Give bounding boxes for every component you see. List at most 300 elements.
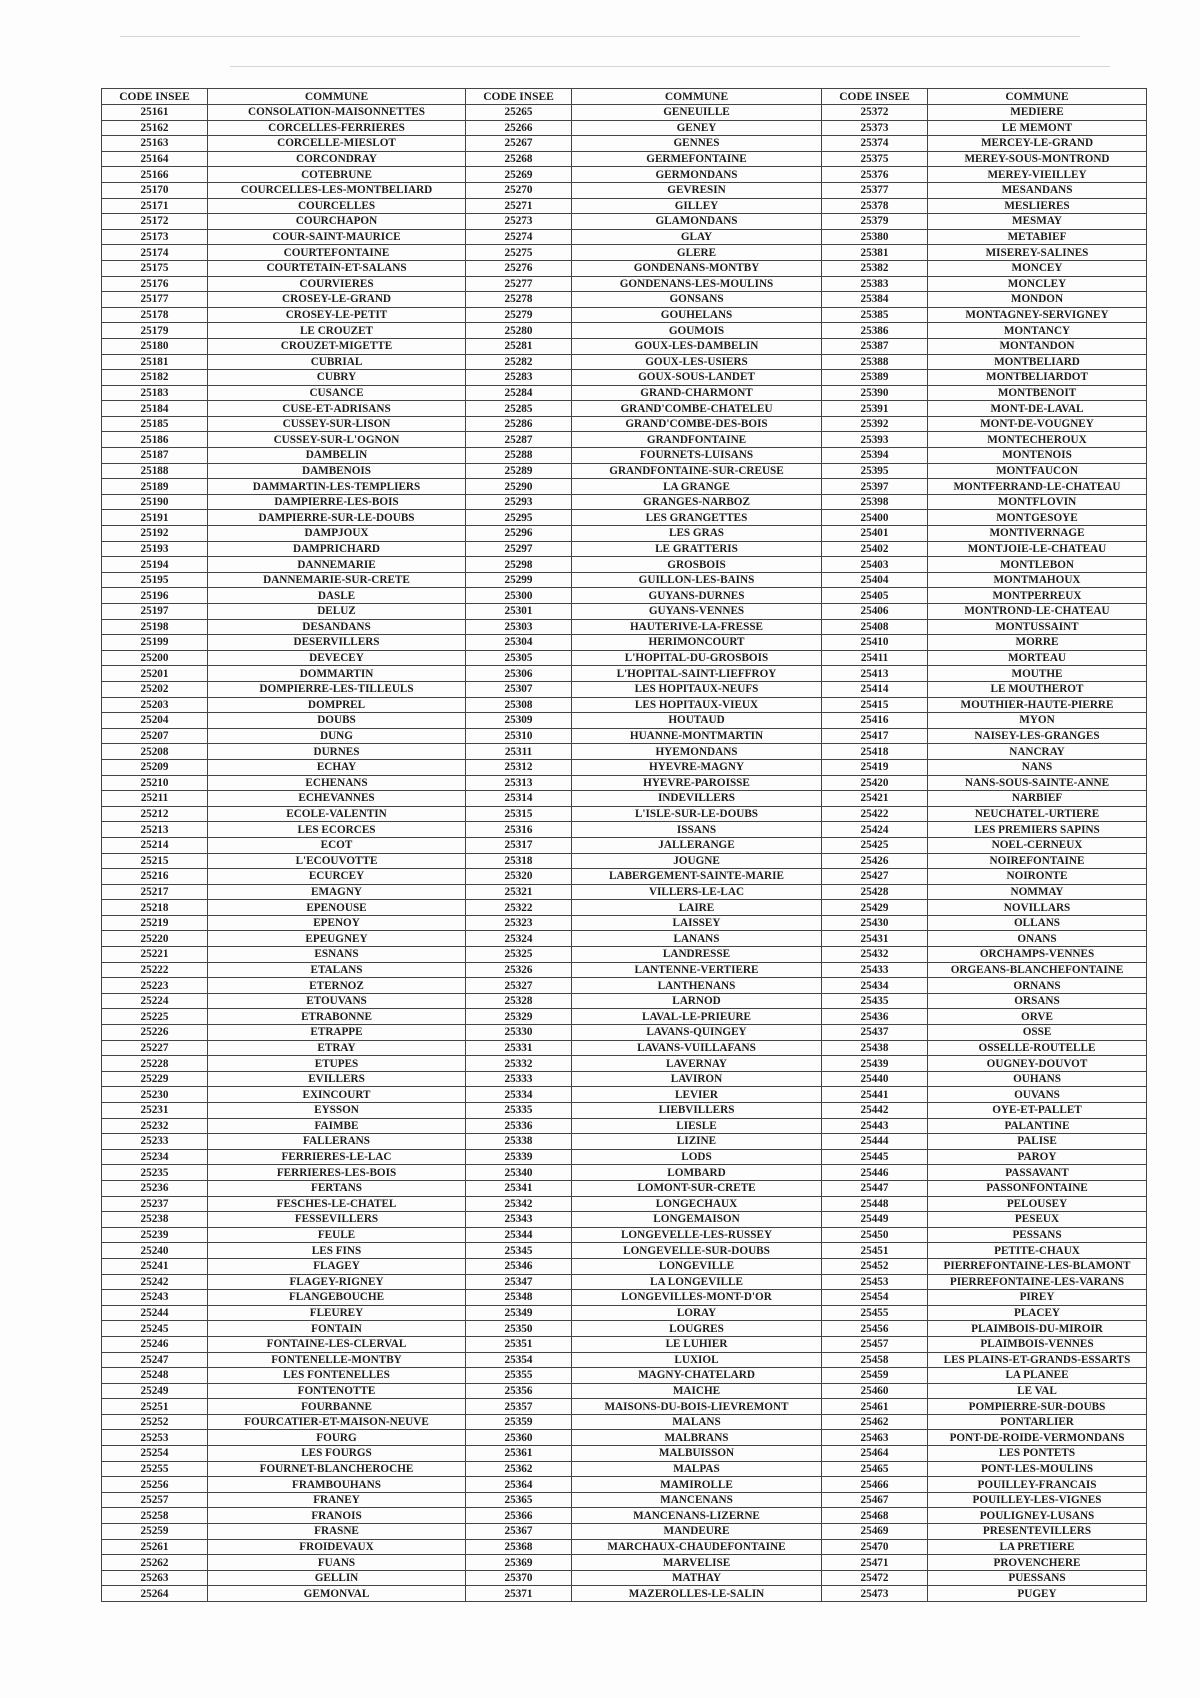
code-insee-cell: 25465 xyxy=(822,1461,928,1477)
code-insee-cell: 25247 xyxy=(102,1352,208,1368)
header-code-insee: CODE INSEE xyxy=(466,89,572,105)
table-row xyxy=(102,915,1147,931)
scan-artifact-line xyxy=(230,66,1110,67)
code-insee-cell: 25365 xyxy=(466,1492,572,1508)
commune-cell: CROUZET-MIGETTE xyxy=(208,338,466,354)
code-insee-cell: 25184 xyxy=(102,401,208,417)
code-insee-cell: 25281 xyxy=(466,338,572,354)
code-insee-cell: 25344 xyxy=(466,1227,572,1243)
commune-cell: LABERGEMENT-SAINTE-MARIE xyxy=(572,869,822,885)
code-insee-cell: 25446 xyxy=(822,1165,928,1181)
commune-cell: MONTBELIARD xyxy=(928,354,1147,370)
code-insee-cell: 25373 xyxy=(822,120,928,136)
table-row xyxy=(102,744,1147,760)
commune-cell: DOMPIERRE-LES-TILLEULS xyxy=(208,681,466,697)
commune-cell: MANCENANS xyxy=(572,1492,822,1508)
commune-cell: FESSEVILLERS xyxy=(208,1212,466,1228)
commune-cell: DEVECEY xyxy=(208,650,466,666)
commune-cell: MAISONS-DU-BOIS-LIEVREMONT xyxy=(572,1399,822,1415)
table-row xyxy=(102,697,1147,713)
table-row xyxy=(102,416,1147,432)
code-insee-cell: 25431 xyxy=(822,931,928,947)
code-insee-cell: 25162 xyxy=(102,120,208,136)
commune-cell: MONTFAUCON xyxy=(928,463,1147,479)
commune-cell: GLAMONDANS xyxy=(572,214,822,230)
table-row xyxy=(102,1336,1147,1352)
commune-cell: ECHEVANNES xyxy=(208,791,466,807)
commune-cell: PESEUX xyxy=(928,1212,1147,1228)
commune-cell: GENNES xyxy=(572,136,822,152)
code-insee-cell: 25334 xyxy=(466,1087,572,1103)
code-insee-cell: 25376 xyxy=(822,167,928,183)
commune-cell: POMPIERRE-SUR-DOUBS xyxy=(928,1399,1147,1415)
code-insee-cell: 25386 xyxy=(822,323,928,339)
commune-cell: ISSANS xyxy=(572,822,822,838)
commune-cell: LANDRESSE xyxy=(572,947,822,963)
table-row xyxy=(102,1040,1147,1056)
commune-cell: LES ECORCES xyxy=(208,822,466,838)
code-insee-cell: 25368 xyxy=(466,1539,572,1555)
commune-cell: MOUTHE xyxy=(928,666,1147,682)
commune-cell: FROIDEVAUX xyxy=(208,1539,466,1555)
commune-cell: L'ISLE-SUR-LE-DOUBS xyxy=(572,806,822,822)
commune-cell: LANTENNE-VERTIERE xyxy=(572,962,822,978)
commune-cell: EMAGNY xyxy=(208,884,466,900)
code-insee-cell: 25289 xyxy=(466,463,572,479)
commune-cell: MANDEURE xyxy=(572,1524,822,1540)
code-insee-cell: 25343 xyxy=(466,1212,572,1228)
commune-cell: ECURCEY xyxy=(208,869,466,885)
code-insee-cell: 25457 xyxy=(822,1336,928,1352)
commune-cell: LA PRETIERE xyxy=(928,1539,1147,1555)
code-insee-cell: 25236 xyxy=(102,1180,208,1196)
commune-cell: COURVIERES xyxy=(208,276,466,292)
code-insee-cell: 25188 xyxy=(102,463,208,479)
code-insee-cell: 25200 xyxy=(102,650,208,666)
commune-cell: POUILLEY-LES-VIGNES xyxy=(928,1492,1147,1508)
commune-cell: FOURNETS-LUISANS xyxy=(572,448,822,464)
code-insee-cell: 25244 xyxy=(102,1305,208,1321)
table-row xyxy=(102,276,1147,292)
code-insee-cell: 25220 xyxy=(102,931,208,947)
commune-cell: GRANDFONTAINE xyxy=(572,432,822,448)
commune-cell: PAROY xyxy=(928,1149,1147,1165)
code-insee-cell: 25201 xyxy=(102,666,208,682)
commune-cell: ORVE xyxy=(928,1009,1147,1025)
table-row xyxy=(102,214,1147,230)
commune-cell: PETITE-CHAUX xyxy=(928,1243,1147,1259)
code-insee-cell: 25449 xyxy=(822,1212,928,1228)
code-insee-cell: 25279 xyxy=(466,307,572,323)
commune-cell: MESLIERES xyxy=(928,198,1147,214)
code-insee-cell: 25269 xyxy=(466,167,572,183)
table-row xyxy=(102,1290,1147,1306)
code-insee-cell: 25228 xyxy=(102,1056,208,1072)
table-row xyxy=(102,401,1147,417)
commune-cell: L'HOPITAL-DU-GROSBOIS xyxy=(572,650,822,666)
code-insee-cell: 25463 xyxy=(822,1430,928,1446)
table-row xyxy=(102,1383,1147,1399)
table-row xyxy=(102,557,1147,573)
code-insee-cell: 25383 xyxy=(822,276,928,292)
commune-cell: EPEUGNEY xyxy=(208,931,466,947)
commune-cell: MAICHE xyxy=(572,1383,822,1399)
code-insee-cell: 25434 xyxy=(822,978,928,994)
commune-cell: PROVENCHERE xyxy=(928,1555,1147,1571)
commune-cell: FOURBANNE xyxy=(208,1399,466,1415)
code-insee-cell: 25454 xyxy=(822,1290,928,1306)
commune-cell: DOMMARTIN xyxy=(208,666,466,682)
code-insee-cell: 25297 xyxy=(466,541,572,557)
commune-cell: MONTECHEROUX xyxy=(928,432,1147,448)
code-insee-cell: 25174 xyxy=(102,245,208,261)
commune-cell: FONTAIN xyxy=(208,1321,466,1337)
commune-cell: GRAND'COMBE-CHATELEU xyxy=(572,401,822,417)
code-insee-cell: 25378 xyxy=(822,198,928,214)
commune-cell: FLANGEBOUCHE xyxy=(208,1290,466,1306)
code-insee-cell: 25295 xyxy=(466,510,572,526)
commune-cell: MONTLEBON xyxy=(928,557,1147,573)
commune-cell: GOUHELANS xyxy=(572,307,822,323)
commune-cell: MONTANDON xyxy=(928,338,1147,354)
commune-cell: MONT-DE-LAVAL xyxy=(928,401,1147,417)
commune-cell: ETERNOZ xyxy=(208,978,466,994)
code-insee-cell: 25372 xyxy=(822,105,928,121)
commune-cell: MONTENOIS xyxy=(928,448,1147,464)
table-row xyxy=(102,448,1147,464)
code-insee-cell: 25218 xyxy=(102,900,208,916)
code-insee-cell: 25408 xyxy=(822,619,928,635)
table-row xyxy=(102,1492,1147,1508)
code-insee-cell: 25406 xyxy=(822,604,928,620)
commune-cell: NEUCHATEL-URTIERE xyxy=(928,806,1147,822)
code-insee-cell: 25447 xyxy=(822,1180,928,1196)
commune-cell: GUILLON-LES-BAINS xyxy=(572,572,822,588)
commune-cell: EPENOY xyxy=(208,915,466,931)
code-insee-cell: 25424 xyxy=(822,822,928,838)
code-insee-cell: 25453 xyxy=(822,1274,928,1290)
commune-cell: CROSEY-LE-GRAND xyxy=(208,292,466,308)
table-row xyxy=(102,1087,1147,1103)
code-insee-cell: 25436 xyxy=(822,1009,928,1025)
commune-cell: LE CROUZET xyxy=(208,323,466,339)
commune-cell: ECHENANS xyxy=(208,775,466,791)
commune-cell: MOUTHIER-HAUTE-PIERRE xyxy=(928,697,1147,713)
table-row xyxy=(102,167,1147,183)
commune-cell: LOMBARD xyxy=(572,1165,822,1181)
commune-cell: LE MOUTHEROT xyxy=(928,681,1147,697)
commune-cell: HOUTAUD xyxy=(572,713,822,729)
code-insee-cell: 25243 xyxy=(102,1290,208,1306)
code-insee-cell: 25323 xyxy=(466,915,572,931)
code-insee-cell: 25420 xyxy=(822,775,928,791)
code-insee-cell: 25276 xyxy=(466,260,572,276)
code-insee-cell: 25190 xyxy=(102,494,208,510)
code-insee-cell: 25395 xyxy=(822,463,928,479)
commune-cell: FRANEY xyxy=(208,1492,466,1508)
code-insee-cell: 25214 xyxy=(102,837,208,853)
code-insee-cell: 25254 xyxy=(102,1446,208,1462)
table-row xyxy=(102,494,1147,510)
commune-cell: FAIMBE xyxy=(208,1118,466,1134)
code-insee-cell: 25313 xyxy=(466,775,572,791)
commune-cell: MERCEY-LE-GRAND xyxy=(928,136,1147,152)
commune-cell: CUBRIAL xyxy=(208,354,466,370)
commune-cell: FESCHES-LE-CHATEL xyxy=(208,1196,466,1212)
commune-cell: PONT-DE-ROIDE-VERMONDANS xyxy=(928,1430,1147,1446)
code-insee-cell: 25321 xyxy=(466,884,572,900)
commune-cell: GERMONDANS xyxy=(572,167,822,183)
code-insee-cell: 25432 xyxy=(822,947,928,963)
commune-cell: CUSANCE xyxy=(208,385,466,401)
code-insee-cell: 25347 xyxy=(466,1274,572,1290)
code-insee-cell: 25277 xyxy=(466,276,572,292)
commune-cell: EPENOUSE xyxy=(208,900,466,916)
table-row xyxy=(102,1399,1147,1415)
commune-cell: DAMPJOUX xyxy=(208,526,466,542)
commune-cell: MONTFLOVIN xyxy=(928,494,1147,510)
commune-cell: LES PREMIERS SAPINS xyxy=(928,822,1147,838)
code-insee-cell: 25198 xyxy=(102,619,208,635)
code-insee-cell: 25286 xyxy=(466,416,572,432)
commune-cell: LES HOPITAUX-VIEUX xyxy=(572,697,822,713)
code-insee-cell: 25287 xyxy=(466,432,572,448)
code-insee-cell: 25387 xyxy=(822,338,928,354)
table-row xyxy=(102,245,1147,261)
code-insee-cell: 25248 xyxy=(102,1368,208,1384)
commune-cell: GRAND-CHARMONT xyxy=(572,385,822,401)
commune-cell: MONTUSSAINT xyxy=(928,619,1147,635)
code-insee-cell: 25379 xyxy=(822,214,928,230)
code-insee-cell: 25438 xyxy=(822,1040,928,1056)
code-insee-cell: 25341 xyxy=(466,1180,572,1196)
code-insee-cell: 25170 xyxy=(102,182,208,198)
code-insee-cell: 25367 xyxy=(466,1524,572,1540)
commune-cell: ORGEANS-BLANCHEFONTAINE xyxy=(928,962,1147,978)
table-row xyxy=(102,1196,1147,1212)
commune-cell: ETRAY xyxy=(208,1040,466,1056)
commune-cell: LE LUHIER xyxy=(572,1336,822,1352)
commune-cell: LES GRANGETTES xyxy=(572,510,822,526)
commune-cell: FRASNE xyxy=(208,1524,466,1540)
commune-cell: DANNEMARIE-SUR-CRETE xyxy=(208,572,466,588)
commune-cell: DAMPIERRE-SUR-LE-DOUBS xyxy=(208,510,466,526)
code-insee-cell: 25394 xyxy=(822,448,928,464)
code-insee-cell: 25288 xyxy=(466,448,572,464)
code-insee-cell: 25355 xyxy=(466,1368,572,1384)
commune-cell: CONSOLATION-MAISONNETTES xyxy=(208,105,466,121)
code-insee-cell: 25421 xyxy=(822,791,928,807)
commune-cell: FRANOIS xyxy=(208,1508,466,1524)
table-row xyxy=(102,931,1147,947)
commune-cell: MONTBELIARDOT xyxy=(928,370,1147,386)
table-row xyxy=(102,1227,1147,1243)
commune-cell: GELLIN xyxy=(208,1570,466,1586)
commune-cell: LAVERNAY xyxy=(572,1056,822,1072)
table-row xyxy=(102,869,1147,885)
code-insee-cell: 25215 xyxy=(102,853,208,869)
header-commune: COMMUNE xyxy=(208,89,466,105)
table-row xyxy=(102,1009,1147,1025)
code-insee-cell: 25242 xyxy=(102,1274,208,1290)
commune-cell: PASSONFONTAINE xyxy=(928,1180,1147,1196)
code-insee-cell: 25415 xyxy=(822,697,928,713)
table-row xyxy=(102,1180,1147,1196)
code-insee-cell: 25245 xyxy=(102,1321,208,1337)
code-insee-cell: 25326 xyxy=(466,962,572,978)
code-insee-cell: 25301 xyxy=(466,604,572,620)
code-insee-cell: 25468 xyxy=(822,1508,928,1524)
commune-cell: FONTENELLE-MONTBY xyxy=(208,1352,466,1368)
code-insee-cell: 25283 xyxy=(466,370,572,386)
code-insee-cell: 25328 xyxy=(466,993,572,1009)
code-insee-cell: 25390 xyxy=(822,385,928,401)
code-insee-cell: 25209 xyxy=(102,759,208,775)
commune-cell: LE MEMONT xyxy=(928,120,1147,136)
code-insee-cell: 25361 xyxy=(466,1446,572,1462)
code-insee-cell: 25336 xyxy=(466,1118,572,1134)
code-insee-cell: 25325 xyxy=(466,947,572,963)
table-row xyxy=(102,1352,1147,1368)
commune-cell: HYEMONDANS xyxy=(572,744,822,760)
table-row xyxy=(102,198,1147,214)
commune-cell: LES FINS xyxy=(208,1243,466,1259)
commune-cell: COURCELLES xyxy=(208,198,466,214)
table-row xyxy=(102,588,1147,604)
table-row xyxy=(102,1056,1147,1072)
code-insee-cell: 25314 xyxy=(466,791,572,807)
header-code-insee: CODE INSEE xyxy=(102,89,208,105)
code-insee-cell: 25311 xyxy=(466,744,572,760)
commune-cell: FRAMBOUHANS xyxy=(208,1477,466,1493)
code-insee-cell: 25340 xyxy=(466,1165,572,1181)
commune-cell: OUHANS xyxy=(928,1071,1147,1087)
code-insee-cell: 25224 xyxy=(102,993,208,1009)
commune-cell: OUGNEY-DOUVOT xyxy=(928,1056,1147,1072)
commune-cell: MONTIVERNAGE xyxy=(928,526,1147,542)
table-row xyxy=(102,510,1147,526)
header-commune: COMMUNE xyxy=(572,89,822,105)
commune-cell: MONDON xyxy=(928,292,1147,308)
commune-cell: NOVILLARS xyxy=(928,900,1147,916)
code-insee-cell: 25199 xyxy=(102,635,208,651)
commune-cell: PLAIMBOIS-VENNES xyxy=(928,1336,1147,1352)
commune-cell: FOURCATIER-ET-MAISON-NEUVE xyxy=(208,1414,466,1430)
commune-cell: LAIRE xyxy=(572,900,822,916)
code-insee-cell: 25445 xyxy=(822,1149,928,1165)
code-insee-cell: 25338 xyxy=(466,1134,572,1150)
code-insee-cell: 25359 xyxy=(466,1414,572,1430)
commune-cell: MESANDANS xyxy=(928,182,1147,198)
commune-cell: GOUX-SOUS-LANDET xyxy=(572,370,822,386)
commune-cell: LANTHENANS xyxy=(572,978,822,994)
code-insee-cell: 25425 xyxy=(822,837,928,853)
code-insee-cell: 25238 xyxy=(102,1212,208,1228)
commune-cell: FONTENOTTE xyxy=(208,1383,466,1399)
table-row xyxy=(102,1118,1147,1134)
code-insee-cell: 25324 xyxy=(466,931,572,947)
code-insee-cell: 25282 xyxy=(466,354,572,370)
commune-cell: DANNEMARIE xyxy=(208,557,466,573)
code-insee-cell: 25163 xyxy=(102,136,208,152)
commune-cell: LA PLANEE xyxy=(928,1368,1147,1384)
code-insee-cell: 25444 xyxy=(822,1134,928,1150)
code-insee-cell: 25230 xyxy=(102,1087,208,1103)
code-insee-cell: 25187 xyxy=(102,448,208,464)
commune-cell: LIZINE xyxy=(572,1134,822,1150)
code-insee-cell: 25339 xyxy=(466,1149,572,1165)
code-insee-cell: 25459 xyxy=(822,1368,928,1384)
commune-cell: MAGNY-CHATELARD xyxy=(572,1368,822,1384)
code-insee-cell: 25164 xyxy=(102,151,208,167)
code-insee-cell: 25470 xyxy=(822,1539,928,1555)
commune-cell: GUYANS-DURNES xyxy=(572,588,822,604)
commune-cell: VILLERS-LE-LAC xyxy=(572,884,822,900)
code-insee-cell: 25430 xyxy=(822,915,928,931)
commune-cell: COURCELLES-LES-MONTBELIARD xyxy=(208,182,466,198)
code-insee-cell: 25255 xyxy=(102,1461,208,1477)
table-row xyxy=(102,526,1147,542)
table-row xyxy=(102,182,1147,198)
code-insee-cell: 25278 xyxy=(466,292,572,308)
commune-cell: FLAGEY-RIGNEY xyxy=(208,1274,466,1290)
table-row xyxy=(102,323,1147,339)
code-insee-cell: 25185 xyxy=(102,416,208,432)
table-row xyxy=(102,853,1147,869)
commune-cell: MEREY-VIEILLEY xyxy=(928,167,1147,183)
commune-cell: ONANS xyxy=(928,931,1147,947)
code-insee-cell: 25249 xyxy=(102,1383,208,1399)
code-insee-cell: 25275 xyxy=(466,245,572,261)
code-insee-cell: 25403 xyxy=(822,557,928,573)
commune-cell: MEREY-SOUS-MONTROND xyxy=(928,151,1147,167)
commune-cell: MONCEY xyxy=(928,260,1147,276)
table-row xyxy=(102,1212,1147,1228)
code-insee-cell: 25471 xyxy=(822,1555,928,1571)
code-insee-cell: 25265 xyxy=(466,105,572,121)
commune-cell: GERMEFONTAINE xyxy=(572,151,822,167)
table-row xyxy=(102,791,1147,807)
commune-cell: LODS xyxy=(572,1149,822,1165)
code-insee-cell: 25329 xyxy=(466,1009,572,1025)
code-insee-cell: 25422 xyxy=(822,806,928,822)
commune-cell: INDEVILLERS xyxy=(572,791,822,807)
commune-cell: MALANS xyxy=(572,1414,822,1430)
commune-cell: LARNOD xyxy=(572,993,822,1009)
code-insee-cell: 25384 xyxy=(822,292,928,308)
code-insee-cell: 25346 xyxy=(466,1258,572,1274)
code-insee-cell: 25354 xyxy=(466,1352,572,1368)
commune-cell: ETRAPPE xyxy=(208,1025,466,1041)
table-row xyxy=(102,120,1147,136)
code-insee-cell: 25178 xyxy=(102,307,208,323)
commune-cell: LAVAL-LE-PRIEURE xyxy=(572,1009,822,1025)
commune-cell: ECOLE-VALENTIN xyxy=(208,806,466,822)
commune-cell: PRESENTEVILLERS xyxy=(928,1524,1147,1540)
commune-cell: DESANDANS xyxy=(208,619,466,635)
table-row xyxy=(102,479,1147,495)
code-insee-cell: 25391 xyxy=(822,401,928,417)
table-row xyxy=(102,432,1147,448)
commune-cell: PASSAVANT xyxy=(928,1165,1147,1181)
commune-cell: MONTFERRAND-LE-CHATEAU xyxy=(928,479,1147,495)
code-insee-cell: 25416 xyxy=(822,713,928,729)
table-row xyxy=(102,1508,1147,1524)
commune-cell: MORTEAU xyxy=(928,650,1147,666)
code-insee-cell: 25410 xyxy=(822,635,928,651)
code-insee-cell: 25472 xyxy=(822,1570,928,1586)
code-insee-cell: 25427 xyxy=(822,869,928,885)
